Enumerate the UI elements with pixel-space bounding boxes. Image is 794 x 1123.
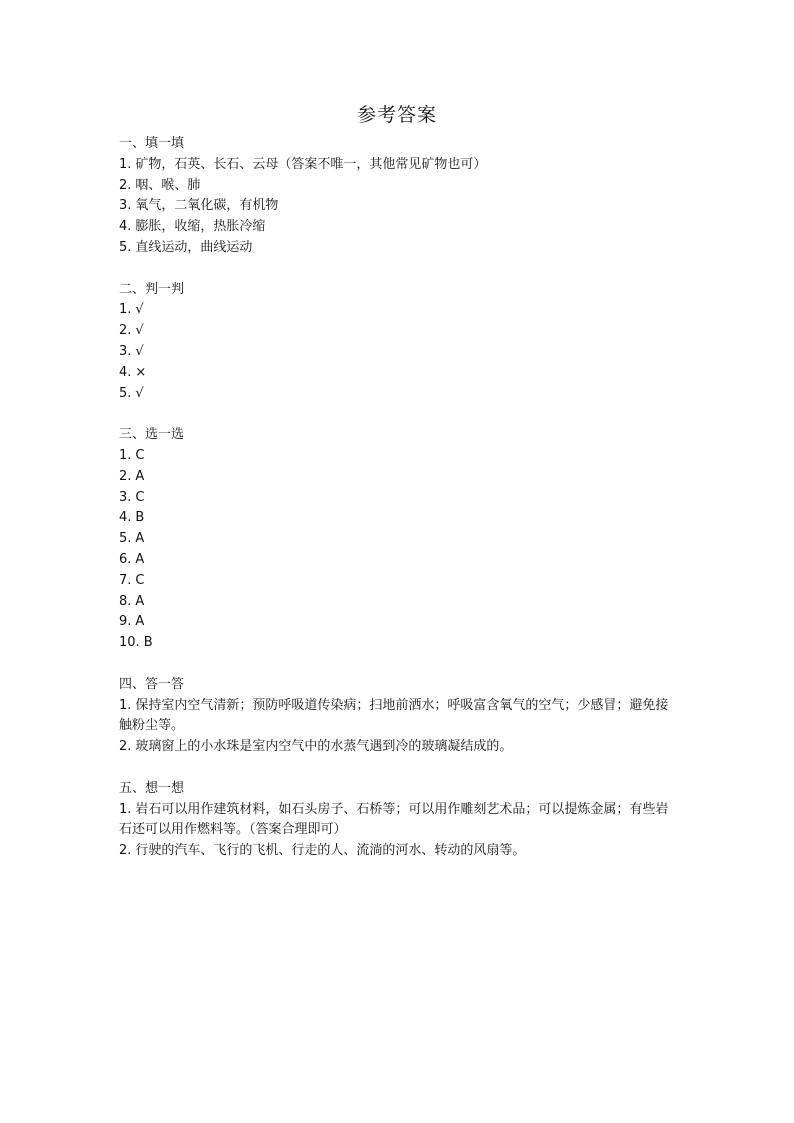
item-text: 咽、喉、肺 bbox=[135, 177, 201, 193]
section-heading: 四、答一答 bbox=[119, 676, 185, 692]
item-number: 6. bbox=[119, 551, 132, 567]
item-text: 氧气，二氧化碳，有机物 bbox=[135, 198, 279, 214]
item-number: 2. bbox=[119, 843, 132, 859]
answer-item bbox=[119, 841, 679, 862]
item-number: 2. bbox=[119, 323, 132, 339]
item-number: 3. bbox=[119, 343, 132, 359]
section-true-false bbox=[119, 280, 679, 405]
answer-item bbox=[119, 696, 679, 738]
item-number: 4. bbox=[119, 510, 132, 526]
item-text: C bbox=[135, 447, 145, 463]
answer-item bbox=[119, 196, 679, 217]
item-text: B bbox=[143, 635, 153, 651]
answer-item bbox=[119, 550, 679, 571]
item-text: 岩石可以用作建筑材料，如石头房子、石桥等；可以用作雕刻艺术品；可以提炼金属；有些岩石还可以用作燃料等。（答案合理即可） bbox=[119, 801, 669, 838]
item-text: A bbox=[135, 614, 145, 630]
item-number: 3. bbox=[119, 198, 132, 214]
item-text: C bbox=[135, 489, 145, 505]
answer-item bbox=[119, 737, 679, 758]
answer-item bbox=[119, 384, 679, 405]
item-text: A bbox=[135, 593, 145, 609]
item-number: 1. bbox=[119, 302, 132, 318]
item-number: 1. bbox=[119, 156, 132, 172]
answer-item bbox=[119, 321, 679, 342]
answer-item bbox=[119, 155, 679, 176]
item-text: √ bbox=[135, 343, 144, 359]
answer-item bbox=[119, 571, 679, 592]
answer-item bbox=[119, 508, 679, 529]
item-text: 直线运动，曲线运动 bbox=[135, 239, 253, 255]
section-short-answer bbox=[119, 675, 679, 758]
item-number: 5. bbox=[119, 385, 132, 401]
section-heading: 五、想一想 bbox=[119, 780, 185, 796]
answer-item bbox=[119, 488, 679, 509]
section-think bbox=[119, 779, 679, 862]
item-text: √ bbox=[135, 385, 144, 401]
item-text: A bbox=[135, 531, 145, 547]
item-text: 行驶的汽车、飞行的飞机、行走的人、流淌的河水、转动的风扇等。 bbox=[135, 843, 526, 859]
item-text: 保持室内空气清新；预防呼吸道传染病；扫地前洒水；呼吸富含氧气的空气；少感冒；避免接触粉尘等。 bbox=[119, 697, 669, 734]
item-number: 1. bbox=[119, 697, 132, 713]
item-number: 5. bbox=[119, 239, 132, 255]
answer-item bbox=[119, 800, 679, 842]
answer-item bbox=[119, 592, 679, 613]
page-title: 参考答案 bbox=[356, 104, 437, 126]
item-text: A bbox=[135, 468, 145, 484]
item-number: 2. bbox=[119, 177, 132, 193]
section-heading: 二、判一判 bbox=[119, 281, 185, 297]
item-number: 2. bbox=[119, 468, 132, 484]
item-number: 9. bbox=[119, 614, 132, 630]
item-number: 7. bbox=[119, 572, 132, 588]
item-text: √ bbox=[135, 323, 144, 339]
item-number: 4. bbox=[119, 219, 132, 235]
item-text: × bbox=[135, 364, 147, 380]
answer-item bbox=[119, 300, 679, 321]
item-number: 8. bbox=[119, 593, 132, 609]
answer-item bbox=[119, 467, 679, 488]
item-number: 2. bbox=[119, 739, 132, 755]
answer-item bbox=[119, 363, 679, 384]
section-heading: 一、填一填 bbox=[119, 136, 185, 151]
item-text: √ bbox=[135, 302, 144, 318]
section-multiple-choice bbox=[119, 425, 679, 654]
item-text: C bbox=[135, 572, 145, 588]
item-text: 矿物，石英、长石、云母（答案不唯一，其他常见矿物也可） bbox=[135, 156, 487, 172]
answer-item bbox=[119, 217, 679, 238]
answer-item bbox=[119, 529, 679, 550]
item-text: A bbox=[135, 551, 145, 567]
answer-item bbox=[119, 342, 679, 363]
item-number: 5. bbox=[119, 531, 132, 547]
item-number: 1. bbox=[119, 447, 132, 463]
item-number: 4. bbox=[119, 364, 132, 380]
section-fill-in bbox=[119, 134, 679, 259]
answer-content bbox=[119, 134, 679, 862]
item-text: 玻璃窗上的小水珠是室内空气中的水蒸气遇到冷的玻璃凝结成的。 bbox=[135, 739, 513, 755]
answer-item bbox=[119, 446, 679, 467]
item-text: 膨胀，收缩，热胀冷缩 bbox=[135, 219, 266, 235]
item-number: 3. bbox=[119, 489, 132, 505]
answer-item bbox=[119, 176, 679, 197]
answer-item bbox=[119, 238, 679, 259]
item-text: B bbox=[135, 510, 145, 526]
item-number: 1. bbox=[119, 801, 132, 817]
section-heading: 三、选一选 bbox=[119, 427, 185, 443]
answer-item bbox=[119, 633, 679, 654]
answer-item bbox=[119, 612, 679, 633]
item-number: 10. bbox=[119, 635, 140, 651]
